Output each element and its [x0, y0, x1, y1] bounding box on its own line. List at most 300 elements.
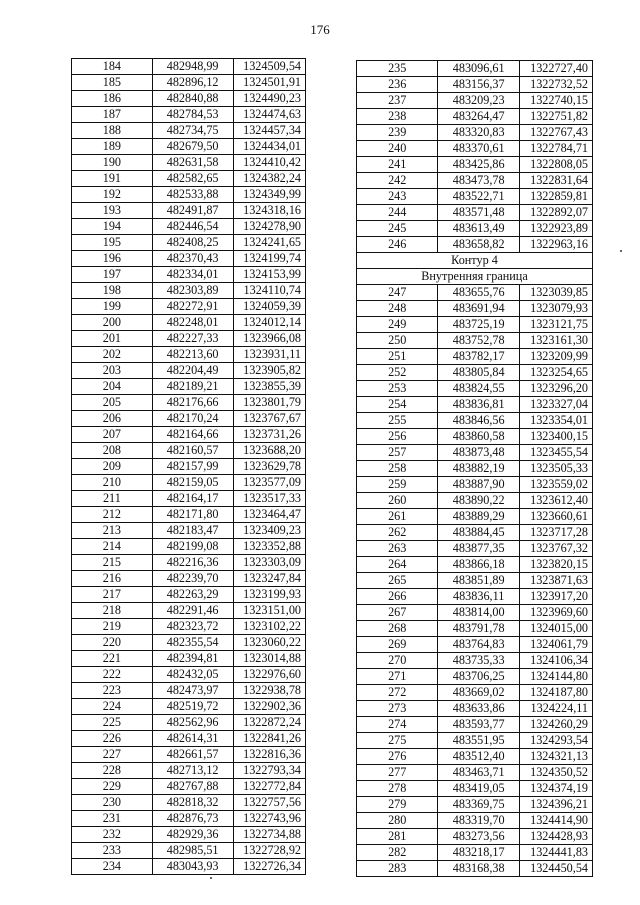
- coordinate-y: 1324434,01: [233, 139, 306, 155]
- table-row: [357, 749, 593, 765]
- table-row: [357, 573, 593, 589]
- point-number: 221: [72, 651, 153, 667]
- point-number: 253: [357, 381, 438, 397]
- coordinate-y: 1323327,04: [519, 397, 592, 413]
- coordinate-x: 482160,57: [152, 443, 233, 459]
- table-row: [357, 221, 593, 237]
- coordinate-x: 482661,57: [152, 747, 233, 763]
- table-row: [357, 157, 593, 173]
- point-number: 188: [72, 123, 153, 139]
- point-number: 196: [72, 251, 153, 267]
- coordinate-y: 1322734,88: [233, 827, 306, 843]
- table-row: [72, 651, 306, 667]
- table-row: [357, 397, 593, 413]
- point-number: 252: [357, 365, 438, 381]
- coordinate-x: 482164,17: [152, 491, 233, 507]
- coordinate-x: 482303,89: [152, 283, 233, 299]
- coordinate-y: 1324450,54: [519, 861, 592, 877]
- coordinate-x: 482227,33: [152, 331, 233, 347]
- coordinate-x: 483791,78: [438, 621, 519, 637]
- coordinate-x: 483691,94: [438, 301, 519, 317]
- coordinate-y: 1322963,16: [519, 237, 592, 253]
- table-row: [72, 795, 306, 811]
- coordinate-y: 1324349,99: [233, 187, 306, 203]
- coordinate-x: 482582,65: [152, 171, 233, 187]
- coordinate-y: 1323559,02: [519, 477, 592, 493]
- coordinate-y: 1323409,23: [233, 523, 306, 539]
- coordinate-y: 1322923,89: [519, 221, 592, 237]
- coordinate-y: 1323199,93: [233, 587, 306, 603]
- table-row: [72, 267, 306, 283]
- point-number: 255: [357, 413, 438, 429]
- table-row: [72, 107, 306, 123]
- coordinate-y: 1323871,63: [519, 573, 592, 589]
- coordinate-x: 482533,88: [152, 187, 233, 203]
- coordinate-x: 482204,49: [152, 363, 233, 379]
- table-row: [357, 813, 593, 829]
- table-row: [357, 477, 593, 493]
- point-number: 197: [72, 267, 153, 283]
- table-row: [357, 141, 593, 157]
- table-row: [357, 189, 593, 205]
- point-number: 261: [357, 509, 438, 525]
- point-number: 205: [72, 395, 153, 411]
- coordinate-y: 1323014,88: [233, 651, 306, 667]
- coordinate-x: 482239,70: [152, 571, 233, 587]
- point-number: 206: [72, 411, 153, 427]
- coordinate-x: 482614,31: [152, 731, 233, 747]
- coordinate-y: 1323400,15: [519, 429, 592, 445]
- point-number: 218: [72, 603, 153, 619]
- point-number: 208: [72, 443, 153, 459]
- point-number: 256: [357, 429, 438, 445]
- table-row: [357, 701, 593, 717]
- section-heading-inner-boundary: Внутренняя граница: [357, 269, 593, 285]
- table-row: [357, 829, 593, 845]
- table-row: [72, 603, 306, 619]
- coordinate-y: 1322976,60: [233, 667, 306, 683]
- point-number: 202: [72, 347, 153, 363]
- coordinate-x: 483273,56: [438, 829, 519, 845]
- coordinate-x: 483706,25: [438, 669, 519, 685]
- coordinate-y: 1323612,40: [519, 493, 592, 509]
- coordinate-y: 1323969,60: [519, 605, 592, 621]
- coordinate-x: 482473,97: [152, 683, 233, 699]
- coordinate-x: 482519,72: [152, 699, 233, 715]
- point-number: 194: [72, 219, 153, 235]
- coordinate-y: 1322743,96: [233, 811, 306, 827]
- point-number: 212: [72, 507, 153, 523]
- coordinate-x: 483836,11: [438, 589, 519, 605]
- coordinate-y: 1322726,34: [233, 859, 306, 875]
- coordinate-y: 1324414,90: [519, 813, 592, 829]
- coordinate-y: 1324318,16: [233, 203, 306, 219]
- table-row: [72, 827, 306, 843]
- coordinate-y: 1323161,30: [519, 333, 592, 349]
- point-number: 246: [357, 237, 438, 253]
- coordinate-x: 483473,78: [438, 173, 519, 189]
- point-number: 195: [72, 235, 153, 251]
- point-number: 211: [72, 491, 153, 507]
- point-number: 279: [357, 797, 438, 813]
- coordinate-x: 482176,66: [152, 395, 233, 411]
- table-row: [357, 173, 593, 189]
- point-number: 223: [72, 683, 153, 699]
- table-row: [357, 429, 593, 445]
- coordinate-y: 1322938,78: [233, 683, 306, 699]
- coordinate-x: 483320,83: [438, 125, 519, 141]
- point-number: 267: [357, 605, 438, 621]
- table-row: [357, 349, 593, 365]
- coordinate-x: 482159,05: [152, 475, 233, 491]
- coordinate-x: 482170,24: [152, 411, 233, 427]
- point-number: 278: [357, 781, 438, 797]
- coordinate-x: 482948,99: [152, 59, 233, 75]
- point-number: 242: [357, 173, 438, 189]
- point-number: 189: [72, 139, 153, 155]
- table-row: [357, 861, 593, 877]
- coordinate-x: 482272,91: [152, 299, 233, 315]
- coordinate-y: 1324153,99: [233, 267, 306, 283]
- table-row: [72, 843, 306, 859]
- table-row: [357, 77, 593, 93]
- coordinate-y: 1324224,11: [519, 701, 592, 717]
- table-row: [357, 125, 593, 141]
- coordinate-x: 482199,08: [152, 539, 233, 555]
- coordinate-y: 1324106,34: [519, 653, 592, 669]
- point-number: 259: [357, 477, 438, 493]
- table-row: [357, 445, 593, 461]
- coordinate-x: 483846,56: [438, 413, 519, 429]
- point-number: 275: [357, 733, 438, 749]
- coordinate-x: 483633,86: [438, 701, 519, 717]
- coordinate-y: 1323717,28: [519, 525, 592, 541]
- coordinate-y: 1324110,74: [233, 283, 306, 299]
- coordinate-y: 1323966,08: [233, 331, 306, 347]
- table-row: [357, 461, 593, 477]
- coordinate-y: 1323767,32: [519, 541, 592, 557]
- coordinate-x: 482355,54: [152, 635, 233, 651]
- table-row: [72, 699, 306, 715]
- coordinate-y: 1322816,36: [233, 747, 306, 763]
- point-number: 273: [357, 701, 438, 717]
- coordinate-x: 482408,25: [152, 235, 233, 251]
- coordinate-x: 483669,02: [438, 685, 519, 701]
- coordinate-y: 1324490,23: [233, 91, 306, 107]
- coordinate-y: 1324428,93: [519, 829, 592, 845]
- coordinate-y: 1322808,05: [519, 157, 592, 173]
- point-number: 283: [357, 861, 438, 877]
- coordinate-y: 1324382,24: [233, 171, 306, 187]
- point-number: 251: [357, 349, 438, 365]
- scan-speck: [620, 250, 622, 252]
- point-number: 216: [72, 571, 153, 587]
- coordinate-y: 1323917,20: [519, 589, 592, 605]
- point-number: 203: [72, 363, 153, 379]
- coordinate-x: 483551,95: [438, 733, 519, 749]
- table-row: [72, 667, 306, 683]
- point-number: 210: [72, 475, 153, 491]
- table-row: [72, 859, 306, 875]
- table-row: [357, 589, 593, 605]
- table-row: [72, 123, 306, 139]
- coordinate-x: 483571,48: [438, 205, 519, 221]
- coordinate-x: 483218,17: [438, 845, 519, 861]
- table-row: [72, 587, 306, 603]
- table-row: [72, 411, 306, 427]
- coordinate-y: 1323505,33: [519, 461, 592, 477]
- point-number: 237: [357, 93, 438, 109]
- table-row: [72, 683, 306, 699]
- coordinate-y: 1323464,47: [233, 507, 306, 523]
- coordinate-x: 482929,36: [152, 827, 233, 843]
- coordinate-y: 1322751,82: [519, 109, 592, 125]
- table-row: [72, 379, 306, 395]
- coordinate-x: 483613,49: [438, 221, 519, 237]
- point-number: 249: [357, 317, 438, 333]
- coordinate-x: 483877,35: [438, 541, 519, 557]
- coordinate-x: 483168,38: [438, 861, 519, 877]
- coordinate-y: 1323455,54: [519, 445, 592, 461]
- table-row: [357, 237, 593, 253]
- table-row: [357, 717, 593, 733]
- point-number: 271: [357, 669, 438, 685]
- coordinate-x: 482491,87: [152, 203, 233, 219]
- table-row: [357, 557, 593, 573]
- coordinate-x: 483814,00: [438, 605, 519, 621]
- coordinate-x: 483805,84: [438, 365, 519, 381]
- coordinate-x: 483882,19: [438, 461, 519, 477]
- point-number: 204: [72, 379, 153, 395]
- table-row: [72, 235, 306, 251]
- coordinate-y: 1322784,71: [519, 141, 592, 157]
- coordinate-x: 482840,88: [152, 91, 233, 107]
- coordinate-y: 1322859,81: [519, 189, 592, 205]
- point-number: 233: [72, 843, 153, 859]
- table-row: [72, 523, 306, 539]
- table-row: [72, 715, 306, 731]
- coordinate-x: 483463,71: [438, 765, 519, 781]
- coordinate-y: 1324012,14: [233, 315, 306, 331]
- table-row: [357, 653, 593, 669]
- table-row: [72, 155, 306, 171]
- point-number: 245: [357, 221, 438, 237]
- table-row: [357, 205, 593, 221]
- point-number: 239: [357, 125, 438, 141]
- table-row: [357, 381, 593, 397]
- coordinate-x: 482734,75: [152, 123, 233, 139]
- coordinate-x: 482157,99: [152, 459, 233, 475]
- coordinate-y: 1324396,21: [519, 797, 592, 813]
- coordinate-y: 1324321,13: [519, 749, 592, 765]
- point-number: 243: [357, 189, 438, 205]
- table-row: [72, 363, 306, 379]
- table-row: [72, 779, 306, 795]
- point-number: 227: [72, 747, 153, 763]
- point-number: 264: [357, 557, 438, 573]
- coordinate-y: 1324374,19: [519, 781, 592, 797]
- point-number: 190: [72, 155, 153, 171]
- point-number: 244: [357, 205, 438, 221]
- coordinate-x: 482784,53: [152, 107, 233, 123]
- point-number: 186: [72, 91, 153, 107]
- table-row: [357, 781, 593, 797]
- coordinate-x: 483851,89: [438, 573, 519, 589]
- coordinate-x: 482189,21: [152, 379, 233, 395]
- coordinate-y: 1323102,22: [233, 619, 306, 635]
- table-row: [72, 491, 306, 507]
- coordinate-y: 1324241,65: [233, 235, 306, 251]
- table-row: [357, 669, 593, 685]
- table-row: [72, 59, 306, 75]
- coordinate-y: 1323303,09: [233, 555, 306, 571]
- point-number: 207: [72, 427, 153, 443]
- coordinates-table-right: [356, 60, 593, 877]
- table-row: [72, 395, 306, 411]
- point-number: 209: [72, 459, 153, 475]
- coordinate-y: 1323767,67: [233, 411, 306, 427]
- coordinate-x: 482818,32: [152, 795, 233, 811]
- coordinate-y: 1323151,00: [233, 603, 306, 619]
- coordinate-y: 1323039,85: [519, 285, 592, 301]
- coordinate-x: 483752,78: [438, 333, 519, 349]
- coordinate-y: 1323660,61: [519, 509, 592, 525]
- point-number: 187: [72, 107, 153, 123]
- coordinate-x: 482323,72: [152, 619, 233, 635]
- coordinate-y: 1323209,99: [519, 349, 592, 365]
- point-number: 234: [72, 859, 153, 875]
- point-number: 220: [72, 635, 153, 651]
- point-number: 193: [72, 203, 153, 219]
- point-number: 199: [72, 299, 153, 315]
- section-heading-row: [357, 253, 593, 269]
- table-row: [72, 571, 306, 587]
- coordinate-y: 1324441,83: [519, 845, 592, 861]
- point-number: 219: [72, 619, 153, 635]
- point-number: 282: [357, 845, 438, 861]
- coordinate-y: 1324059,39: [233, 299, 306, 315]
- table-row: [72, 203, 306, 219]
- point-number: 198: [72, 283, 153, 299]
- table-row: [357, 109, 593, 125]
- coordinate-y: 1323354,01: [519, 413, 592, 429]
- coordinate-y: 1323060,22: [233, 635, 306, 651]
- coordinate-y: 1324199,74: [233, 251, 306, 267]
- coordinate-y: 1322902,36: [233, 699, 306, 715]
- point-number: 215: [72, 555, 153, 571]
- coordinate-x: 482334,01: [152, 267, 233, 283]
- coordinate-x: 483512,40: [438, 749, 519, 765]
- coordinate-y: 1324260,29: [519, 717, 592, 733]
- coordinate-y: 1323577,09: [233, 475, 306, 491]
- coordinate-y: 1323247,84: [233, 571, 306, 587]
- table-row: [72, 315, 306, 331]
- coordinate-y: 1323629,78: [233, 459, 306, 475]
- scan-speck: [210, 877, 212, 879]
- point-number: 276: [357, 749, 438, 765]
- table-row: [72, 459, 306, 475]
- coordinate-x: 483735,33: [438, 653, 519, 669]
- point-number: 247: [357, 285, 438, 301]
- coordinate-x: 483319,70: [438, 813, 519, 829]
- coordinate-x: 482631,58: [152, 155, 233, 171]
- table-row: [72, 427, 306, 443]
- point-number: 185: [72, 75, 153, 91]
- point-number: 238: [357, 109, 438, 125]
- coordinate-x: 483658,82: [438, 237, 519, 253]
- table-row: [72, 331, 306, 347]
- coordinate-x: 482446,54: [152, 219, 233, 235]
- coordinate-x: 483884,45: [438, 525, 519, 541]
- coordinate-x: 483873,48: [438, 445, 519, 461]
- coordinate-y: 1323801,79: [233, 395, 306, 411]
- point-number: 231: [72, 811, 153, 827]
- point-number: 260: [357, 493, 438, 509]
- point-number: 236: [357, 77, 438, 93]
- coordinate-x: 482394,81: [152, 651, 233, 667]
- table-row: [72, 171, 306, 187]
- table-row: [357, 317, 593, 333]
- coordinate-x: 482370,43: [152, 251, 233, 267]
- coordinate-x: 483264,47: [438, 109, 519, 125]
- table-row: [72, 475, 306, 491]
- point-number: 262: [357, 525, 438, 541]
- point-number: 270: [357, 653, 438, 669]
- coordinate-y: 1323352,88: [233, 539, 306, 555]
- point-number: 277: [357, 765, 438, 781]
- coordinate-y: 1322892,07: [519, 205, 592, 221]
- coordinate-x: 483370,61: [438, 141, 519, 157]
- coordinate-y: 1322757,56: [233, 795, 306, 811]
- table-row: [357, 605, 593, 621]
- coordinate-x: 483156,37: [438, 77, 519, 93]
- point-number: 266: [357, 589, 438, 605]
- table-row: [72, 443, 306, 459]
- coordinate-x: 483419,05: [438, 781, 519, 797]
- table-row: [357, 493, 593, 509]
- coordinate-y: 1324410,42: [233, 155, 306, 171]
- table-row: [357, 413, 593, 429]
- coordinate-x: 482896,12: [152, 75, 233, 91]
- point-number: 250: [357, 333, 438, 349]
- table-row: [357, 93, 593, 109]
- coordinate-x: 483725,19: [438, 317, 519, 333]
- table-row: [357, 365, 593, 381]
- coordinate-x: 483425,86: [438, 157, 519, 173]
- table-row: [72, 347, 306, 363]
- point-number: 224: [72, 699, 153, 715]
- coordinate-y: 1322728,92: [233, 843, 306, 859]
- point-number: 201: [72, 331, 153, 347]
- coordinate-y: 1322772,84: [233, 779, 306, 795]
- coordinate-x: 482985,51: [152, 843, 233, 859]
- coordinate-x: 482767,88: [152, 779, 233, 795]
- coordinate-y: 1324501,91: [233, 75, 306, 91]
- coordinate-y: 1324350,52: [519, 765, 592, 781]
- page-number: 176: [310, 22, 330, 37]
- table-row: [72, 187, 306, 203]
- coordinate-y: 1323517,33: [233, 491, 306, 507]
- coordinate-x: 483369,75: [438, 797, 519, 813]
- coordinate-x: 482171,80: [152, 507, 233, 523]
- table-row: [357, 285, 593, 301]
- table-row: [72, 283, 306, 299]
- point-number: 225: [72, 715, 153, 731]
- coordinate-x: 483096,61: [438, 61, 519, 77]
- point-number: 265: [357, 573, 438, 589]
- coordinate-y: 1324293,54: [519, 733, 592, 749]
- coordinate-y: 1322793,34: [233, 763, 306, 779]
